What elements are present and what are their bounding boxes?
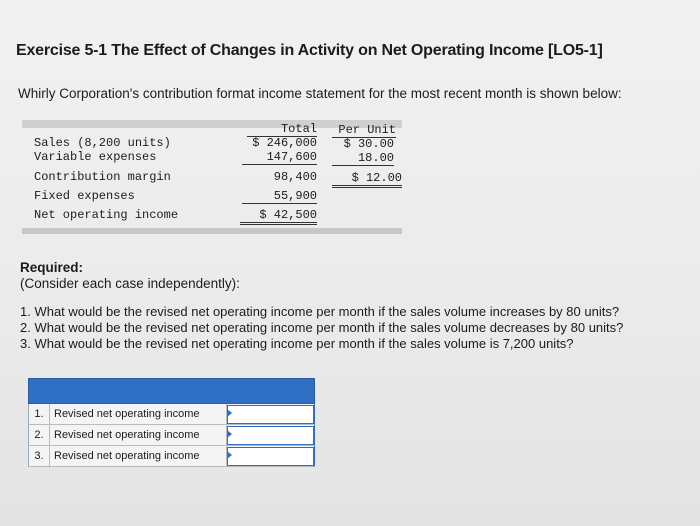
question-3: 3. What would be the revised net operating income per month if the sales volume is 7,200 units? — [20, 336, 574, 351]
answer-1-input[interactable] — [228, 406, 313, 423]
answer-1-cell — [227, 405, 314, 424]
row-total-variable: 147,600 — [242, 150, 317, 165]
answer-row-label: Revised net operating income — [50, 425, 227, 445]
answer-row-number: 2. — [29, 425, 50, 445]
row-label-fixed: Fixed expenses — [34, 189, 135, 203]
row-total-net-income: $ 42,500 — [240, 208, 317, 225]
row-unit-variable: 18.00 — [332, 151, 394, 166]
row-total-sales: $ 246,000 — [252, 136, 317, 150]
required-heading: Required: — [20, 260, 84, 275]
row-label-sales: Sales (8,200 units) — [34, 136, 171, 150]
answer-2-cell — [227, 426, 314, 445]
answer-row-label: Revised net operating income — [50, 404, 227, 424]
answer-2-input[interactable] — [228, 427, 313, 444]
consider-note: (Consider each case independently): — [20, 276, 240, 291]
income-statement — [22, 118, 402, 236]
question-list — [20, 304, 623, 352]
answer-row-label: Revised net operating income — [50, 446, 227, 466]
answer-row — [28, 446, 315, 467]
answer-table — [28, 378, 315, 467]
answer-row-number: 1. — [29, 404, 50, 424]
question-1: 1. What would be the revised net operating income per month if the sales volume increases by 80 units? — [20, 304, 620, 319]
page-title: Exercise 5-1 The Effect of Changes in Activity on Net Operating Income [LO5-1] — [16, 42, 603, 59]
row-label-net-income: Net operating income — [34, 208, 179, 222]
header-total: Total — [247, 122, 317, 137]
row-label-variable: Variable expenses — [34, 150, 157, 164]
row-unit-contribution: $ 12.00 — [332, 171, 402, 188]
row-unit-sales: $ 30.00 — [343, 137, 394, 151]
header-per-unit: Per Unit — [332, 123, 396, 138]
intro-text: Whirly Corporation's contribution format income statement for the most recent month is shown below: — [18, 86, 622, 101]
row-label-contribution: Contribution margin — [34, 170, 171, 184]
answer-row — [28, 404, 315, 425]
answer-row — [28, 425, 315, 446]
row-total-contribution: 98,400 — [273, 170, 317, 184]
question-2: 2. What would be the revised net operating income per month if the sales volume decreases by 80 units? — [20, 320, 624, 335]
row-total-fixed: 55,900 — [242, 189, 317, 204]
statement-bottom-band — [22, 228, 402, 234]
answer-row-number: 3. — [29, 446, 50, 466]
answer-3-cell — [227, 447, 314, 466]
answer-3-input[interactable] — [228, 448, 313, 465]
answer-table-header — [28, 378, 315, 404]
